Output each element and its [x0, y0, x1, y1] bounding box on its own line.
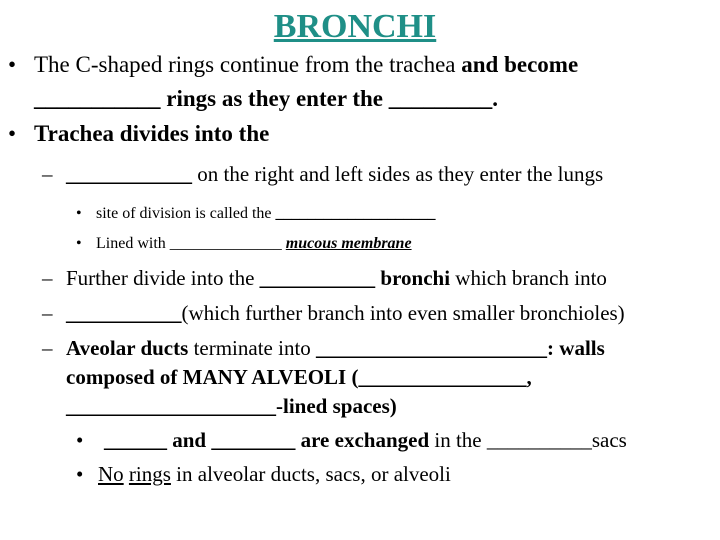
- text: (which further branch into even smaller bronchioles): [181, 301, 625, 325]
- bullet-1: •: [8, 52, 17, 77]
- text-bold: ______________________: walls: [316, 336, 605, 360]
- text-bold: Aveolar ducts: [66, 336, 189, 360]
- text-bold: ___________ bronchi: [259, 266, 451, 290]
- text: terminate into: [188, 336, 317, 360]
- sub-bullet-2-text: [96, 235, 412, 253]
- bullet-1-text: [34, 52, 578, 78]
- bullet-2-text: Trachea divides into the: [34, 121, 270, 146]
- text-underline: rings: [128, 462, 171, 486]
- text-bold-italic: mucous membrane: [285, 235, 412, 252]
- sub-bullet-3-text: [104, 428, 627, 453]
- dash-2: –: [42, 266, 53, 290]
- text: which branch into: [450, 266, 607, 290]
- dash-4-continuation-1: composed of MANY ALVEOLI (________________,: [66, 365, 532, 389]
- sub-bullet-1-text: [96, 205, 436, 223]
- sub-bullet-3: •: [76, 428, 84, 452]
- sub-bullet-2: •: [76, 235, 82, 252]
- bullet-1-continuation: ___________ rings as they enter the _________.: [34, 86, 499, 111]
- dash-4: –: [42, 336, 53, 360]
- text: Further divide into the: [66, 266, 260, 290]
- text: Lined with ______________: [96, 235, 286, 252]
- dash-1: –: [42, 162, 53, 186]
- blank: ____________________: [275, 205, 436, 222]
- dash-3-text: [66, 301, 625, 326]
- sub-bullet-4: •: [76, 462, 84, 486]
- dash-4-continuation-2: ____________________-lined spaces): [66, 394, 397, 418]
- text: in the __________sacs: [429, 428, 627, 452]
- sub-bullet-4-text: [98, 462, 451, 487]
- dash-2-text: [66, 266, 607, 291]
- text: The C-shaped rings continue from the trachea: [34, 52, 462, 77]
- dash-3: –: [42, 301, 53, 325]
- text: site of division is called the: [96, 205, 276, 222]
- dash-4-text: [66, 336, 605, 361]
- sub-bullet-1: •: [76, 205, 82, 222]
- bullet-2: •: [8, 121, 17, 146]
- text-underline: No: [98, 462, 124, 486]
- dash-1-text: [66, 162, 603, 187]
- text-bold: and become: [461, 52, 579, 77]
- text: on the right and left sides as they enter the lungs: [192, 162, 604, 186]
- blank: ___________: [66, 301, 182, 325]
- text-bold: ______ and ________ are exchanged: [104, 428, 430, 452]
- page-title: BRONCHI: [273, 8, 437, 45]
- text: in alveolar ducts, sacs, or alveoli: [170, 462, 451, 486]
- blank: ____________: [66, 162, 192, 186]
